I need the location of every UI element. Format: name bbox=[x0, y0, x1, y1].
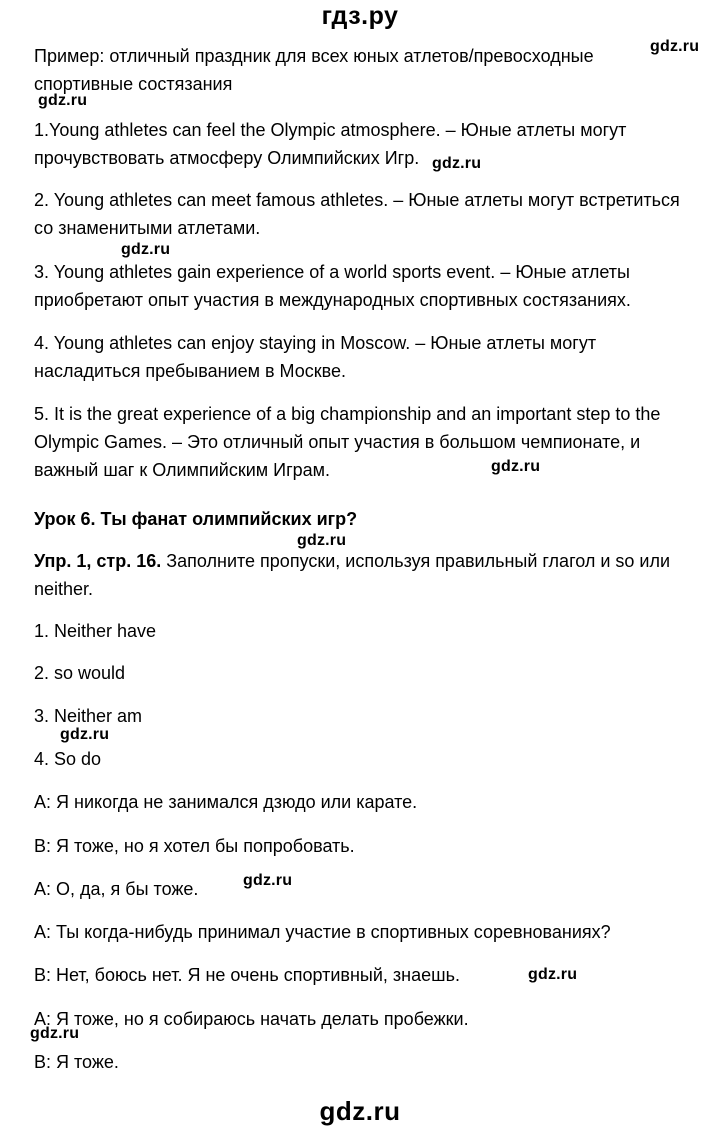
watermark: gdz.ru bbox=[60, 726, 110, 743]
dialogue-line-2: B: Я тоже, но я хотел бы попробовать. bbox=[34, 836, 355, 856]
exercise-text: Заполните пропуски, используя правильный глагол и so или neither. bbox=[34, 551, 671, 599]
dialogue-line-6: A: Я тоже, но я собираюсь начать делать пробежки. bbox=[34, 1009, 469, 1029]
dialogue-line-7: B: Я тоже. bbox=[34, 1052, 119, 1072]
watermark: gdz.ru bbox=[528, 966, 578, 983]
answer-item-1: 1.Young athletes can feel the Olympic atmosphere. – Юные атлеты могут прочувствовать атмосферу Олимпийских Игр. bbox=[34, 120, 627, 168]
answer-item-4: 4. Young athletes can enjoy staying in Moscow. – Юные атлеты могут насладиться пребыванием в Москве. bbox=[34, 333, 597, 381]
fill-answer-2: 2. so would bbox=[34, 663, 126, 683]
watermark: gdz.ru bbox=[243, 872, 293, 889]
exercise-instruction bbox=[34, 547, 684, 603]
example-text: Пример: отличный праздник для всех юных атлетов/превосходные спортивные состязания bbox=[34, 46, 594, 94]
watermark: gdz.ru bbox=[121, 241, 171, 258]
watermark: gdz.ru bbox=[491, 458, 541, 475]
fill-answer-1: 1. Neither have bbox=[34, 621, 157, 641]
lesson-title: Урок 6. Ты фанат олимпийских игр? bbox=[34, 509, 358, 529]
fill-answer-3: 3. Neither am bbox=[34, 706, 143, 726]
fill-answer-4: 4. So do bbox=[34, 749, 102, 769]
watermark: gdz.ru bbox=[38, 92, 88, 109]
watermark: gdz.ru bbox=[30, 1025, 80, 1042]
watermark: gdz.ru bbox=[650, 38, 700, 55]
dialogue-line-5: B: Нет, боюсь нет. Я не очень спортивный, знаешь. bbox=[34, 965, 460, 985]
answer-item-3: 3. Young athletes gain experience of a world sports event. – Юные атлеты приобретают опыт участия в международных спортивных состязаниях. bbox=[34, 262, 631, 310]
answer-item-2: 2. Young athletes can meet famous athletes. – Юные атлеты могут встретиться со знаменитыми атлетами. bbox=[34, 190, 680, 238]
footer-site-link[interactable]: gdz.ru bbox=[319, 1096, 401, 1126]
dialogue-line-4: A: Ты когда-нибудь принимал участие в спортивных соревнованиях? bbox=[34, 922, 611, 942]
dialogue-line-1: A: Я никогда не занимался дзюдо или карате. bbox=[34, 792, 418, 812]
answer-item-5: 5. It is the great experience of a big championship and an important step to the Olympic Games. – Это отличный опыт участия в большом чемпионате, и важный шаг к Олимпийским Играм. bbox=[34, 404, 661, 480]
exercise-label: Упр. 1, стр. 16. bbox=[34, 551, 162, 571]
site-title[interactable]: гдз.ру bbox=[321, 2, 399, 30]
dialogue-line-3: A: О, да, я бы тоже. bbox=[34, 879, 199, 899]
watermark: gdz.ru bbox=[297, 532, 347, 549]
watermark: gdz.ru bbox=[432, 155, 482, 172]
